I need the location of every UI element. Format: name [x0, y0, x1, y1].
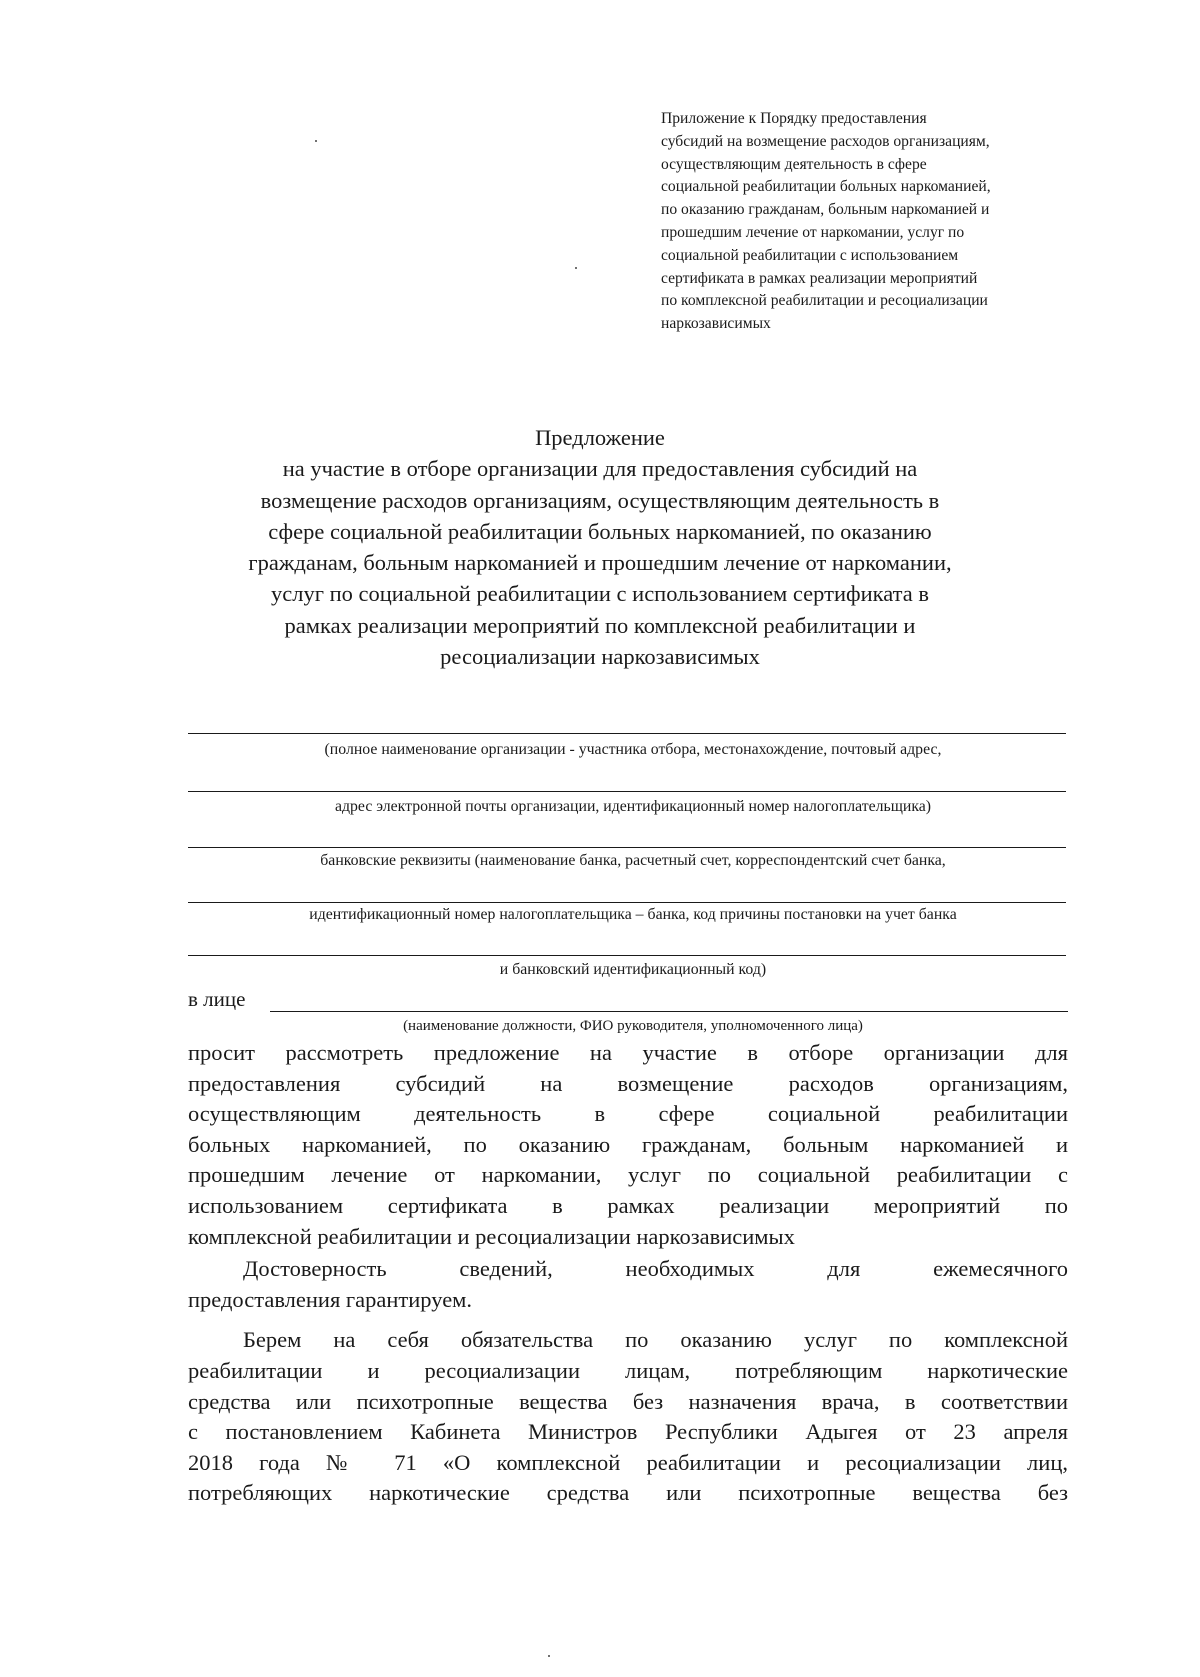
body-line: Берем на себя обязательства по оказанию услуг по комплексной — [243, 1327, 1068, 1353]
representative-row — [188, 987, 1068, 1015]
title-line: сфере социальной реабилитации больных наркоманией, по оказанию — [268, 518, 932, 544]
body-line: больных наркоманией, по оказанию гражданам, больным наркоманией и — [188, 1131, 1068, 1157]
document-title — [150, 422, 1050, 672]
annex-line: по оказанию гражданам, больным наркоманией и — [661, 201, 990, 219]
annex-line: социальной реабилитации больных наркоманией, — [661, 178, 991, 196]
title-heading: Предложение — [535, 425, 665, 450]
field-caption: банковские реквизиты (наименование банка, расчетный счет, корреспондентский счет банка, — [320, 852, 946, 869]
body-line: предоставления гарантируем. — [188, 1286, 473, 1312]
annex-line: по комплексной реабилитации и ресоциализации — [661, 292, 988, 310]
scan-speck — [548, 1655, 550, 1657]
title-line: гражданам, больным наркоманией и прошедшим лечение от наркомании, — [248, 550, 952, 576]
field-caption: и банковский идентификационный код) — [499, 961, 767, 978]
annex-line: сертификата в рамках реализации мероприятий — [661, 269, 978, 287]
title-line: ресоциализации наркозависимых — [440, 644, 760, 670]
body-line: осуществляющим деятельность в сфере социальной реабилитации — [188, 1101, 1068, 1127]
scan-speck — [315, 140, 317, 142]
fill-in-line[interactable] — [188, 847, 1066, 848]
title-line: рамках реализации мероприятий по комплексной реабилитации и — [284, 612, 916, 638]
representative-caption: (наименование должности, ФИО руководителя, уполномоченного лица) — [403, 1018, 863, 1034]
body-text — [188, 1038, 1068, 1509]
body-line: комплексной реабилитации и ресоциализации наркозависимых — [188, 1223, 795, 1249]
body-line: просит рассмотреть предложение на участие в отборе организации для — [188, 1040, 1068, 1065]
representative-fill-line[interactable] — [270, 1011, 1068, 1012]
body-line: средства или психотропные вещества без назначения врача, в соответствии — [188, 1388, 1068, 1414]
annex-reference — [661, 108, 1121, 336]
field-caption: идентификационный номер налогоплательщика – банка, код причины постановки на учет банка — [309, 906, 957, 923]
body-line: Достоверность сведений, необходимых для ежемесячного — [243, 1256, 1068, 1282]
body-line: потребляющих наркотические средства или психотропные вещества без — [188, 1480, 1068, 1506]
body-line: 2018 года № 71 «О комплексной реабилитации и ресоциализации лиц, — [188, 1449, 1068, 1475]
field-caption: (полное наименование организации - участника отбора, местонахождение, почтовый адрес, — [324, 741, 942, 758]
title-line: возмещение расходов организациям, осуществляющим деятельность в — [260, 487, 940, 513]
body-line: использованием сертификата в рамках реализации мероприятий по — [188, 1192, 1068, 1218]
fill-in-line[interactable] — [188, 955, 1066, 956]
annex-line: прошедшим лечение от наркомании, услуг по — [661, 223, 965, 241]
body-line: прошедшим лечение от наркомании, услуг по социальной реабилитации с — [188, 1162, 1068, 1188]
fill-in-line[interactable] — [188, 791, 1066, 792]
fill-in-line[interactable] — [188, 902, 1066, 903]
annex-line: осуществляющим деятельность в сфере — [661, 155, 927, 173]
annex-line: социальной реабилитации с использованием — [661, 246, 959, 264]
fill-in-line[interactable] — [188, 733, 1066, 734]
body-line: с постановлением Кабинета Министров Республики Адыгея от 23 апреля — [188, 1419, 1068, 1445]
title-line: на участие в отборе организации для предоставления субсидий на — [282, 456, 918, 482]
annex-line: Приложение к Порядку предоставления — [661, 110, 927, 127]
field-caption: адрес электронной почты организации, идентификационный номер налогоплательщика) — [334, 798, 932, 815]
title-line: услуг по социальной реабилитации с использованием сертификата в — [271, 581, 929, 607]
scan-speck — [575, 267, 577, 269]
annex-line: наркозависимых — [661, 315, 771, 333]
body-line: предоставления субсидий на возмещение расходов организациям, — [188, 1070, 1068, 1096]
representative-label: в лице — [188, 987, 246, 1011]
annex-line: субсидий на возмещение расходов организациям, — [661, 132, 990, 150]
body-line: реабилитации и ресоциализации лицам, потребляющим наркотические — [188, 1357, 1068, 1383]
